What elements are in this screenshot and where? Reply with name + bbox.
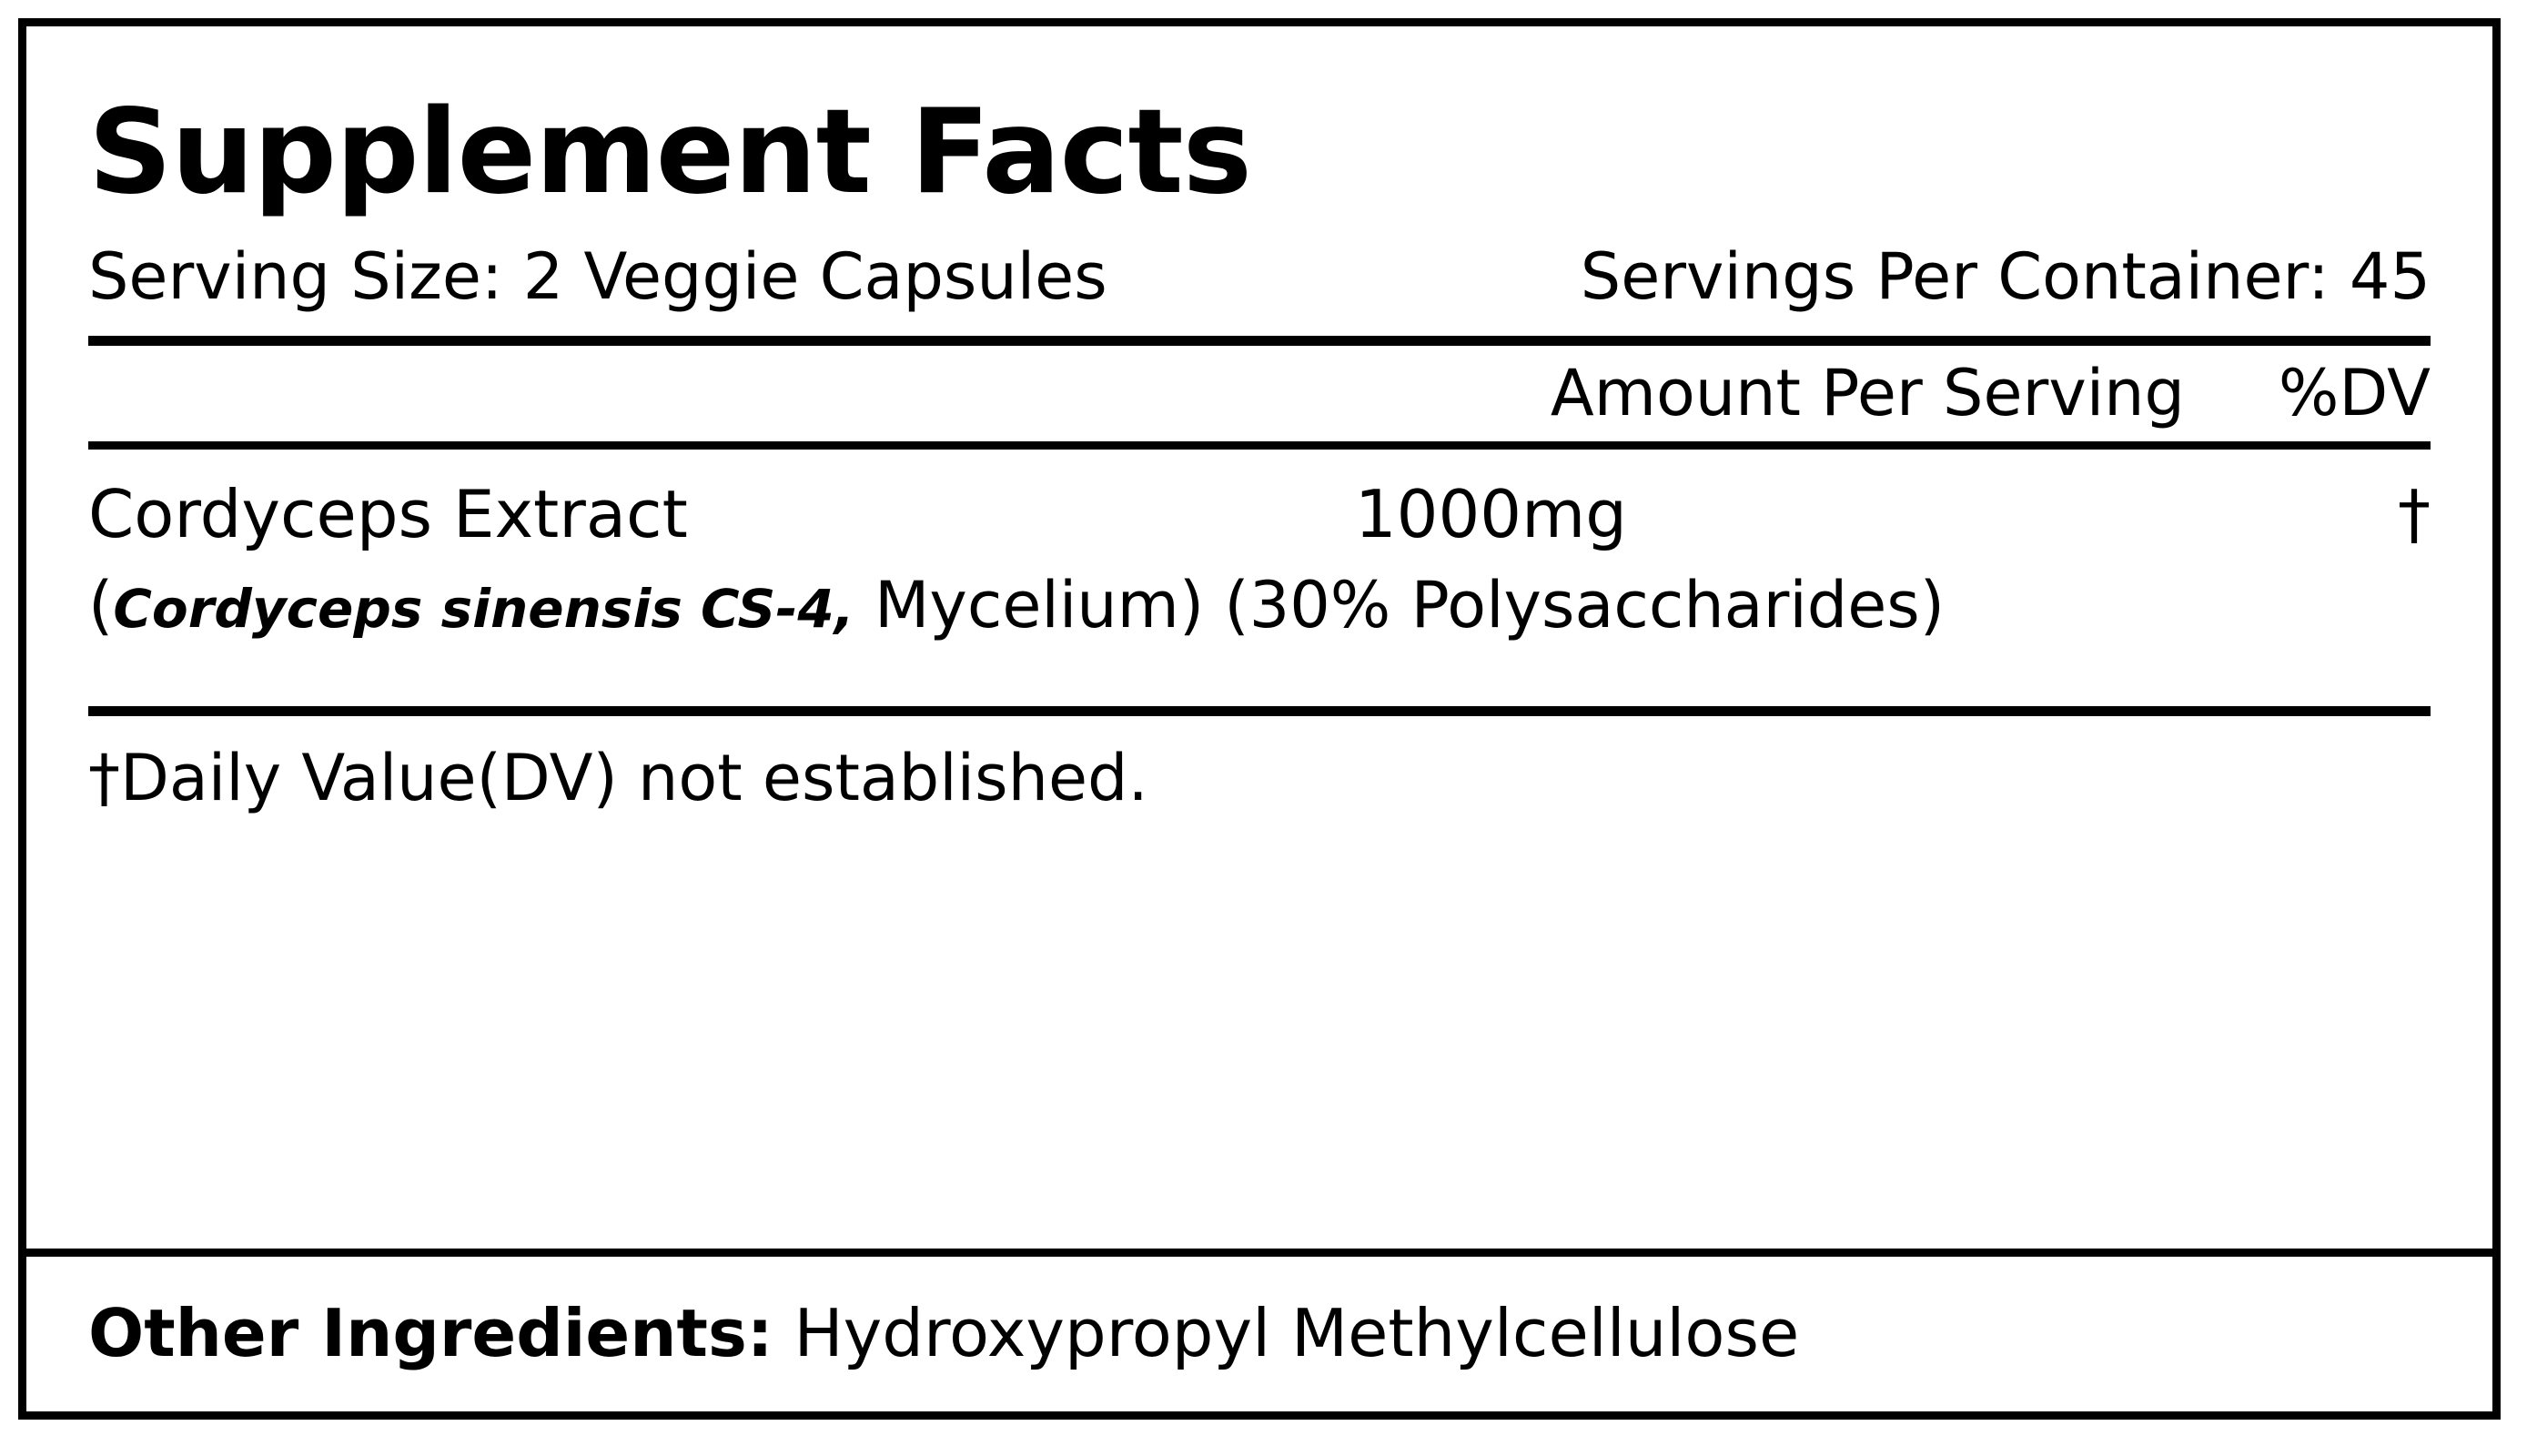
other-ingredients-heading: Other Ingredients: [88,1294,773,1371]
amount-per-serving-header: Amount Per Serving [1550,356,2185,430]
percent-dv-header: %DV [2278,356,2431,430]
serving-info-row [88,239,2431,314]
supplement-facts-panel [18,18,2501,1420]
supplement-facts-content [26,26,2492,1411]
column-headers-row [88,356,2431,430]
ingredient-name: Cordyceps Extract [88,476,688,552]
serving-size-text: Serving Size: 2 Veggie Capsules [88,239,1107,314]
other-ingredients-row [88,1294,2431,1371]
ingredient-dv: † [2398,476,2431,552]
table-row [88,476,2431,552]
other-ingredients-text: Hydroxypropyl Methylcellulose [793,1294,1800,1371]
divider-bottom [88,706,2431,716]
divider-under-headers [88,441,2431,450]
ingredient-subtext [88,568,2431,643]
divider-other-ingredients [26,1249,2492,1257]
daily-value-footnote: †Daily Value(DV) not established. [88,741,1148,816]
ingredient-subtext-open: ( [88,568,114,643]
ingredient-scientific-name: Cordyceps sinensis CS-4, [113,578,854,641]
divider-top [88,336,2431,346]
ingredient-subtext-rest: Mycelium) (30% Polysaccharides) [854,568,1946,643]
ingredient-amount: 1000mg [1354,476,1627,552]
panel-title: Supplement Facts [88,85,1251,220]
servings-per-container-text: Servings Per Container: 45 [1580,239,2431,314]
